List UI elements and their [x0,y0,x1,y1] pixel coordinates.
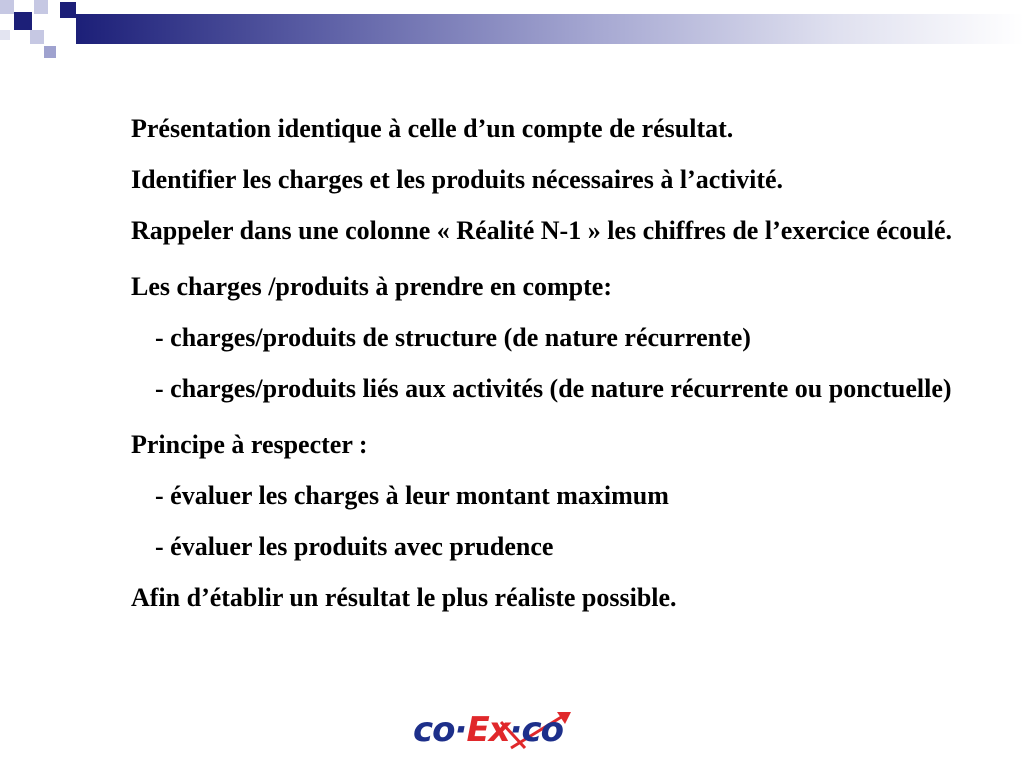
bullet-line: - charges/produits de structure (de nature récurrente) [155,323,751,352]
slide-body [131,112,953,614]
section-heading: Les charges /produits à prendre en compte: [131,272,612,301]
logo-text: co·Ex·co [413,710,564,750]
bullet-line: - évaluer les produits avec prudence [155,532,554,561]
decor-square [0,30,10,40]
section-heading: Principe à respecter : [131,430,368,459]
text-line: Rappeler dans une colonne « Réalité N-1 » les chiffres de l’exercice écoulé. [131,216,953,245]
text-line: Présentation identique à celle d’un compte de résultat. [131,114,734,143]
bullet-line: - évaluer les charges à leur montant maximum [155,481,669,510]
header-gradient-bar [76,14,1024,44]
decor-square [0,0,14,14]
decor-square [34,0,48,14]
coexco-logo [413,706,588,756]
decor-square [44,46,56,58]
text-line: Identifier les charges et les produits nécessaires à l’activité. [131,165,784,194]
decor-square [14,12,32,30]
decor-square [30,30,44,44]
decor-square [60,2,76,18]
bullet-line: - charges/produits liés aux activités (de nature récurrente ou ponctuelle) [155,374,952,403]
conclusion-line: Afin d’établir un résultat le plus réaliste possible. [131,583,677,612]
